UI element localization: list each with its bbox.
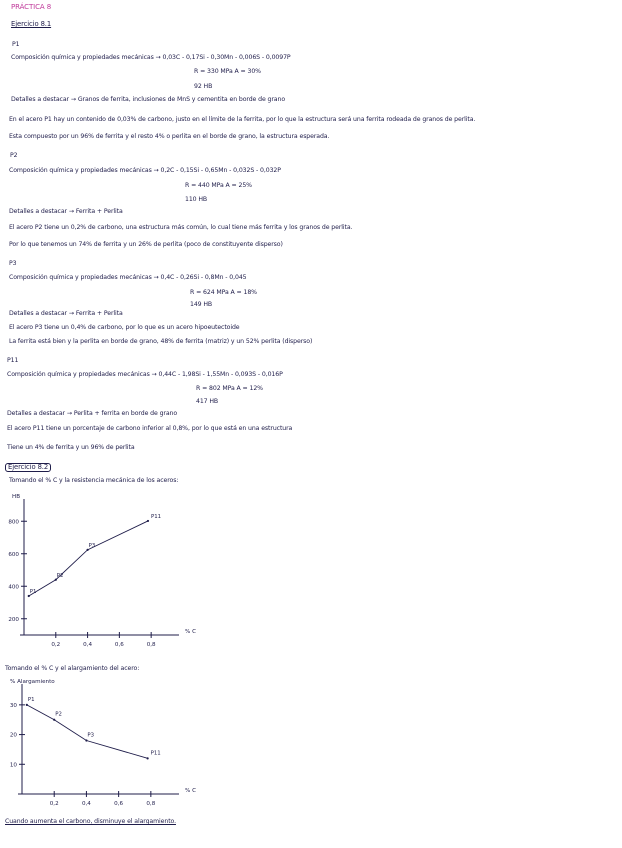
- p3-label: P3: [9, 260, 17, 267]
- data-point: [85, 739, 87, 741]
- point-label: P1: [29, 589, 37, 595]
- x-tick-label: 0,6: [114, 801, 124, 807]
- x-axis-label: % C: [185, 629, 196, 635]
- y-tick-label: 10: [9, 762, 17, 769]
- data-point: [28, 595, 30, 597]
- x-tick-label: 0,2: [51, 642, 61, 648]
- point-label: P1: [27, 696, 35, 703]
- y-tick-label: 400: [8, 584, 19, 591]
- point-label: P3: [88, 542, 96, 549]
- p3-props-r-a: R = 624 MPa A = 18%: [190, 289, 257, 296]
- x-tick-label: 0,2: [49, 801, 59, 807]
- chart2-caption: Tomando el % C y el alargamiento del acero:: [5, 665, 140, 672]
- y-tick-label: 30: [9, 702, 17, 709]
- data-point: [147, 520, 149, 522]
- x-tick-label: 0,8: [146, 801, 156, 807]
- p11-props-hb: 417 HB: [196, 398, 219, 405]
- p11-composition: Composición química y propiedades mecánicas → 0,44C - 1,98Si - 1,55Mn - 0,093S - 0,016P: [7, 371, 283, 378]
- conclusion-text: Cuando aumenta el carbono, disminuye el alargamiento.: [5, 818, 176, 825]
- p1-props-r-a: R = 330 MPa A = 30%: [194, 68, 261, 75]
- p2-text-1: El acero P2 tiene un 0,2% de carbono, una estructura más común, lo cual tiene más ferrita y los granos de perlita.: [9, 224, 353, 231]
- p1-details: Detalles a destacar → Granos de ferrita, inclusiones de MnS y cementita en borde de grano: [11, 96, 286, 103]
- x-tick-label: 0,6: [114, 642, 124, 648]
- p1-label: P1: [12, 41, 20, 48]
- data-point: [147, 757, 149, 759]
- y-axis-label-group: [12, 494, 20, 500]
- data-point: [53, 719, 55, 721]
- x-ticks: [51, 632, 156, 648]
- p2-composition: Composición química y propiedades mecánicas → 0,2C - 0,15Si - 0,65Mn - 0,032S - 0,032P: [9, 167, 281, 174]
- y-tick-label: 600: [8, 551, 19, 558]
- p2-text-2: Por lo que tenemos un 74% de ferrita y un 26% de perlita (poco de constituyente disperso): [9, 241, 283, 248]
- point-label: P11: [150, 750, 161, 757]
- p11-text-1: El acero P11 tiene un porcentaje de carbono inferior al 0,8%, por lo que está en una estructura: [7, 425, 293, 432]
- p1-text-1: En el acero P1 hay un contenido de 0,03% de carbono, justo en el límite de la ferrita, por lo que la estructura será una ferrita rodeada de granos de perlita.: [9, 116, 476, 123]
- point-label: P2: [56, 572, 64, 579]
- p3-text-1: El acero P3 tiene un 0,4% de carbono, por lo que es un acero hipoeutectoide: [9, 324, 240, 331]
- p11-props-r-a: R = 802 MPa A = 12%: [196, 385, 263, 392]
- p11-text-2: Tiene un 4% de ferrita y un 96% de perlita: [7, 444, 135, 451]
- x-tick-label: 0,4: [81, 801, 91, 807]
- p1-props-hb: 92 HB: [194, 83, 213, 90]
- y-tick-label: 800: [8, 519, 19, 526]
- x-tick-label: 0,8: [146, 642, 156, 648]
- point-label: P11: [150, 513, 162, 520]
- p1-text-2: Esta compuesto por un 96% de ferrita y el resto 4% o perlita en el borde de grano, la estructura esperada.: [9, 133, 330, 140]
- p2-props-hb: 110 HB: [185, 196, 208, 203]
- x-axis-label: % C: [185, 788, 196, 794]
- y-ticks: [10, 703, 25, 768]
- y-axis-label-group: [10, 679, 55, 685]
- point-labels: [26, 697, 161, 760]
- y-axis-label: % Alargamiento: [10, 679, 55, 685]
- p11-label: P11: [7, 357, 19, 364]
- series-line: [29, 521, 148, 596]
- p3-text-2: La ferrita está bien y la perlita en borde de grano, 48% de ferrita (matriz) y un 52% perlita (disperso): [9, 338, 313, 345]
- resistance-chart: [0, 487, 200, 657]
- elongation-chart: [0, 672, 200, 822]
- p11-details: Detalles a destacar → Perlita + ferrita en borde de grano: [7, 410, 178, 417]
- exercise-8-2-heading: Ejercicio 8.2: [5, 463, 51, 472]
- p2-details: Detalles a destacar → Ferrita + Perlita: [9, 208, 123, 215]
- exercise-8-1-heading: Ejercicio 8.1: [11, 20, 52, 28]
- chart1-caption: Tomando el % C y la resistencia mecánica de los aceros:: [9, 477, 179, 484]
- page-title: PRÁCTICA 8: [11, 3, 52, 11]
- y-tick-label: 20: [9, 732, 17, 739]
- p1-composition: Composición química y propiedades mecánicas → 0,03C - 0,17Si - 0,30Mn - 0,006S - 0,0097P: [11, 54, 291, 61]
- p3-details: Detalles a destacar → Ferrita + Perlita: [9, 310, 123, 317]
- x-ticks: [50, 791, 156, 807]
- y-axis-label: HB: [12, 494, 21, 500]
- p3-composition: Composición química y propiedades mecánicas → 0,4C - 0,26Si - 0,8Mn - 0,045: [9, 274, 247, 281]
- x-tick-label: 0,4: [83, 642, 93, 648]
- data-point: [86, 549, 88, 551]
- y-tick-label: 200: [8, 616, 19, 623]
- data-point: [26, 704, 28, 706]
- p3-props-hb: 149 HB: [190, 301, 213, 308]
- data-point: [55, 579, 57, 581]
- point-label: P3: [87, 732, 95, 739]
- point-label: P2: [55, 711, 62, 718]
- p2-label: P2: [10, 152, 18, 159]
- p2-props-r-a: R = 440 MPa A = 25%: [185, 182, 252, 189]
